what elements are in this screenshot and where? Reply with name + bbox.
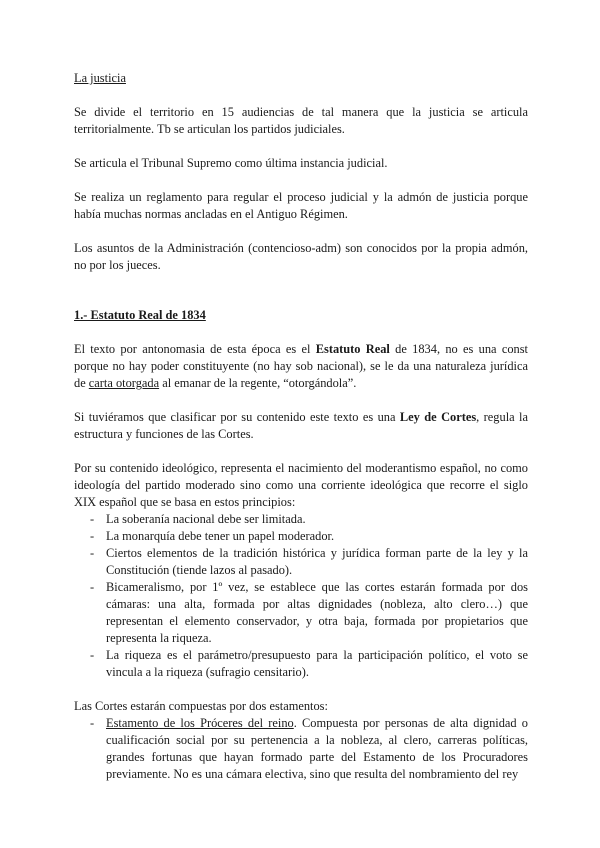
list-item: - La monarquía debe tener un papel moderador. — [74, 528, 528, 545]
underlined-term: Estamento de los Próceres del reino — [106, 716, 294, 730]
paragraph: Se realiza un reglamento para regular el proceso judicial y la admón de justicia porque había muchas normas ancladas en el Antiguo Régimen. — [74, 190, 528, 221]
paragraph: Se divide el territorio en 15 audiencias de tal manera que la justicia se articula territorialmente. Tb se articulan los partidos judiciales. — [74, 105, 528, 136]
paragraph: El texto por antonomasia de esta época es el Estatuto Real de 1834, no es una const porque no hay poder constituyente (no hay sob nacional), se le da una naturaleza jurídica de carta otorgada al emanar de la regente, “otorgándola”. — [74, 342, 528, 390]
bold-term: Ley de Cortes — [399, 410, 477, 424]
paragraph: Por su contenido ideológico, representa el nacimiento del moderantismo español, no como ideología del partido moderado sino como una corriente ideológica que recorre el siglo XIX español que se basa en estos principios: — [74, 461, 528, 509]
paragraph: Los asuntos de la Administración (contencioso-adm) son conocidos por la propia admón, no por los jueces. — [74, 241, 528, 272]
estamentos-list — [74, 715, 528, 783]
paragraph: Las Cortes estarán compuestas por dos estamentos: — [74, 699, 328, 713]
list-item: - La soberanía nacional debe ser limitada. — [74, 511, 528, 528]
section-heading-justicia: La justicia — [74, 71, 126, 85]
principles-list — [74, 511, 528, 681]
section-heading-estatuto: 1.- Estatuto Real de 1834 — [74, 308, 206, 322]
list-item: - La riqueza es el parámetro/presupuesto para la participación político, el voto se vincula a la riqueza (sufragio censitario). — [74, 647, 528, 681]
paragraph: Si tuviéramos que clasificar por su contenido este texto es una Ley de Cortes, regula la estructura y funciones de las Cortes. — [74, 410, 528, 441]
bold-term: Estatuto Real — [315, 342, 390, 356]
list-item: - Estamento de los Próceres del reino. Compuesta por personas de alta dignidad o cualificación social por su pertenencia a la nobleza, al clero, carreras políticas, grandes fortunas que hayan formado parte del Estamento de los Procuradores previamente. No es una cámara electiva, sino que resulta del nombramiento del rey — [74, 715, 528, 783]
list-item: - Ciertos elementos de la tradición histórica y jurídica forman parte de la ley y la Constitución (tiende lazos al pasado). — [74, 545, 528, 579]
underlined-term: carta otorgada — [88, 376, 160, 390]
paragraph: Se articula el Tribunal Supremo como última instancia judicial. — [74, 156, 388, 170]
list-item: - Bicameralismo, por 1º vez, se establece que las cortes estarán formada por dos cámaras: una alta, formada por altas dignidades (nobleza, alto clero…) que representan el elemento conservador, y otra baja, formada por propietarios que representa la riqueza. — [74, 579, 528, 647]
document-page — [74, 70, 528, 783]
